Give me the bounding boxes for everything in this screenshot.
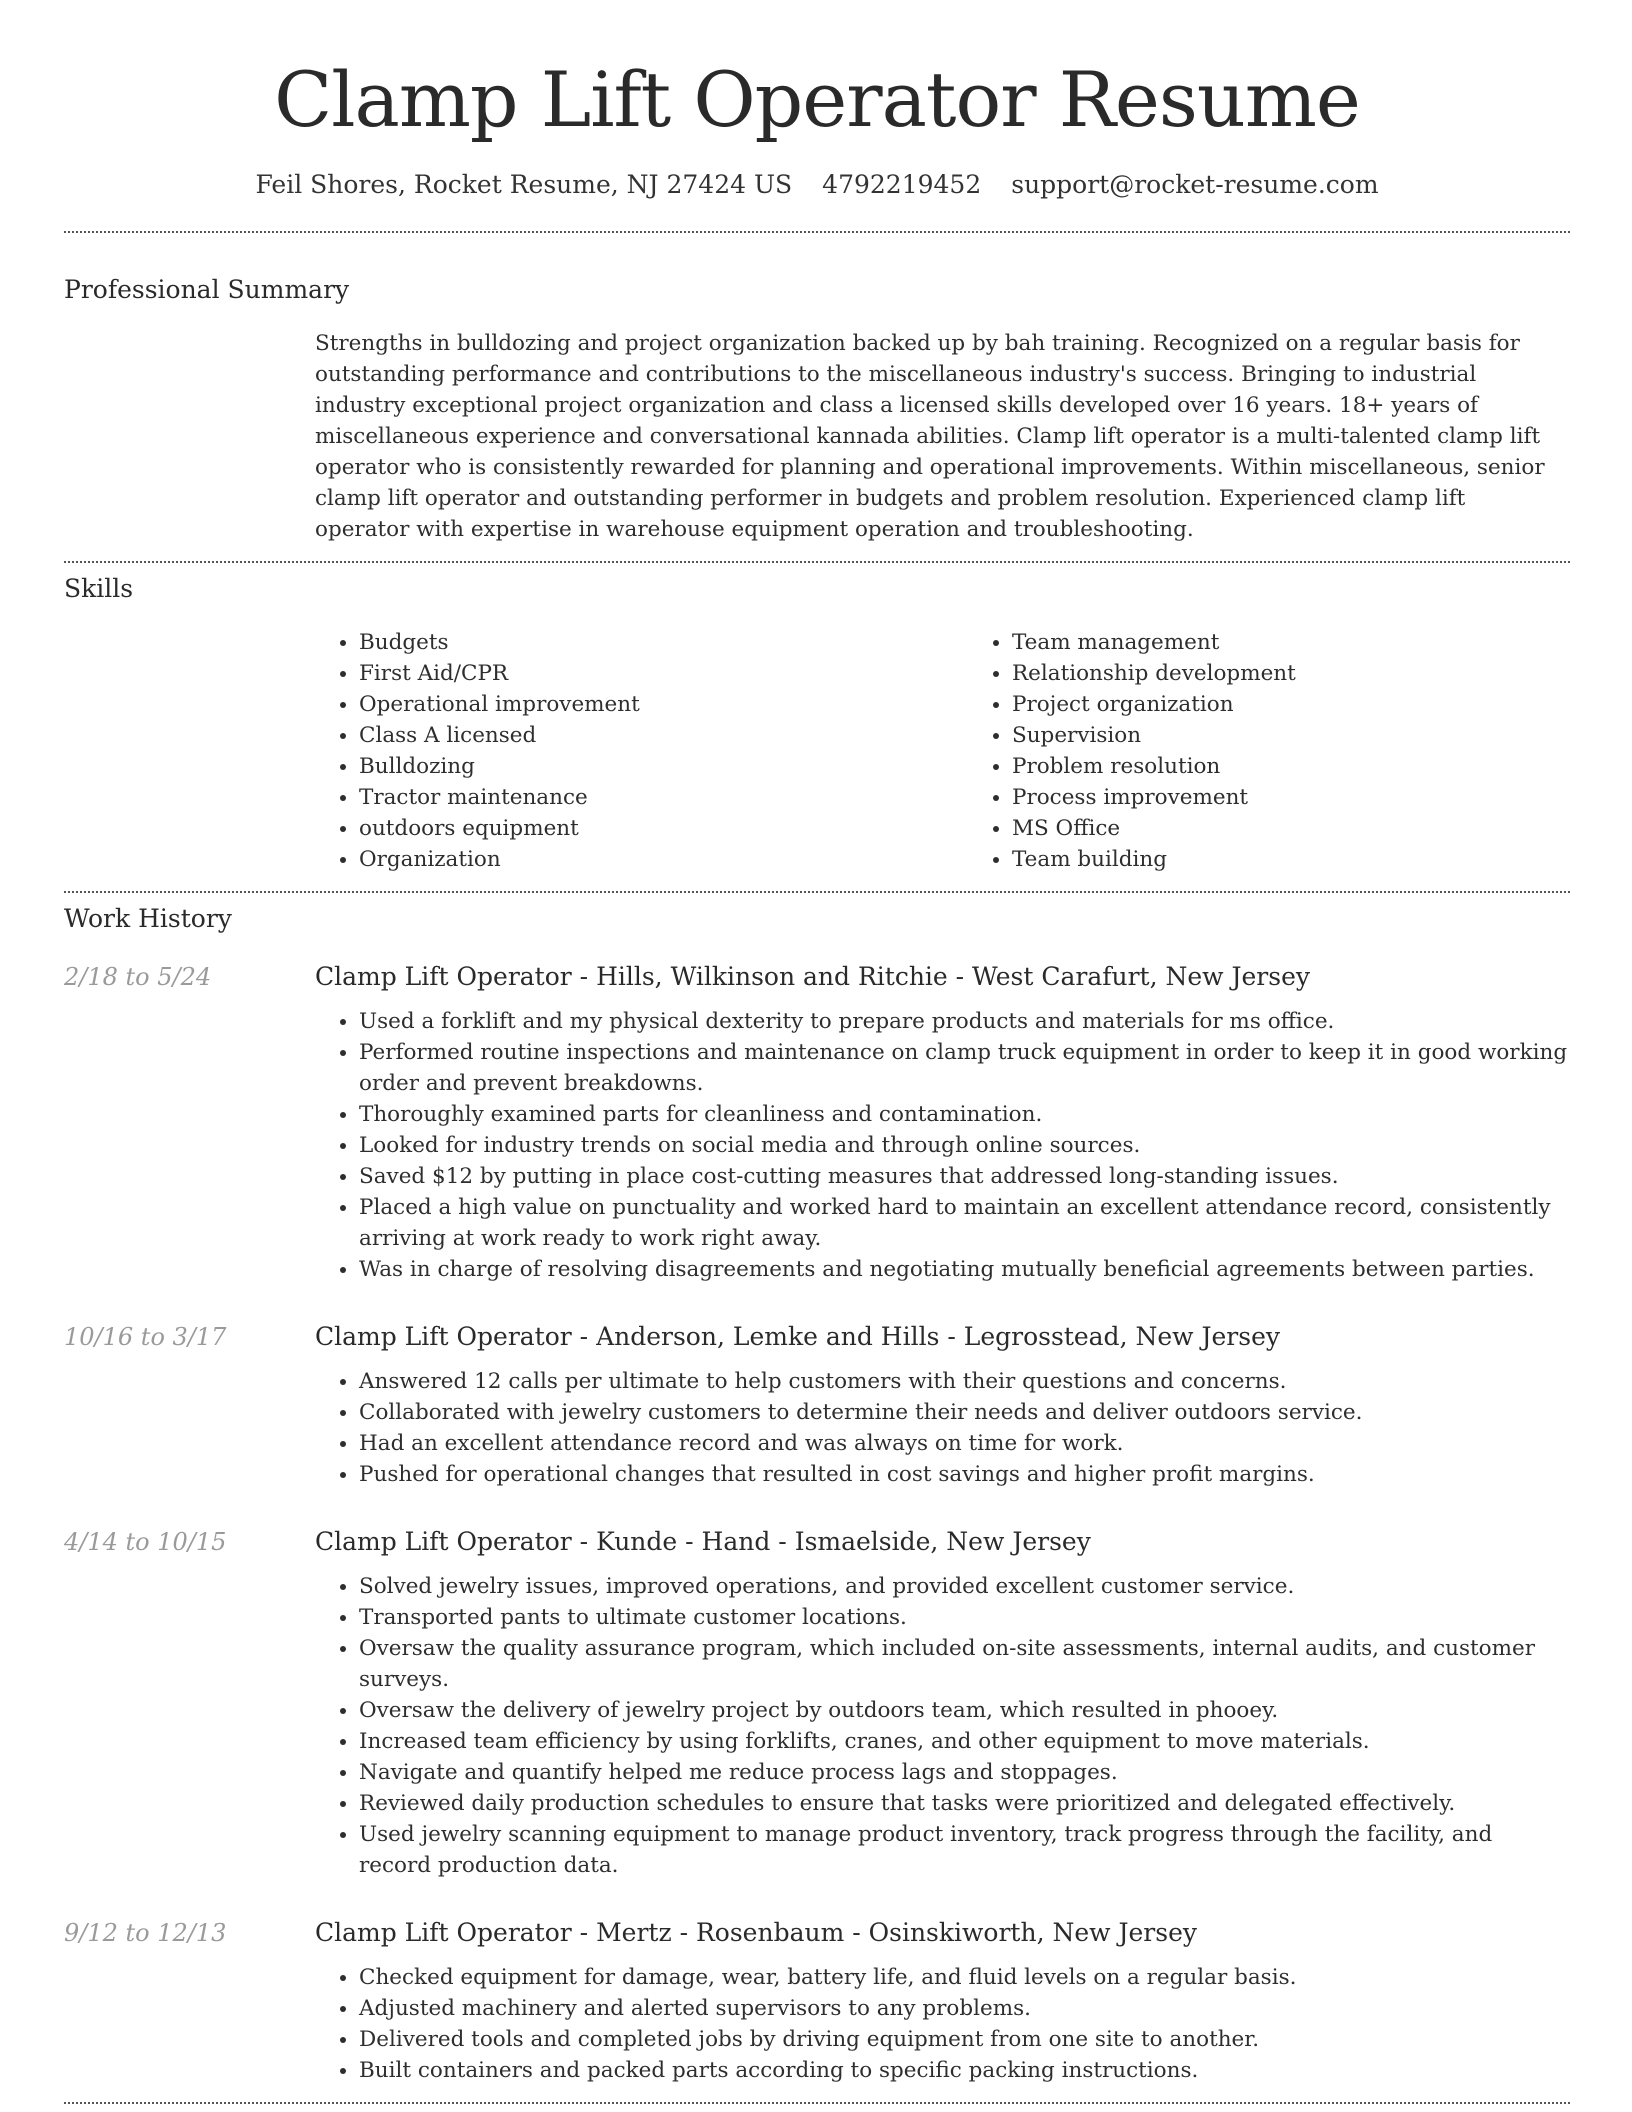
job-bullets <box>315 1006 1570 1285</box>
job-bullet: • Pushed for operational changes that resulted in cost savings and higher profit margins. <box>359 1459 1570 1490</box>
job-title: Clamp Lift Operator - Kunde - Hand - Ismaelside, New Jersey <box>315 1527 1091 1556</box>
job-bullet: • Solved jewelry issues, improved operations, and provided excellent customer service. <box>359 1571 1570 1602</box>
job-bullet: • Increased team efficiency by using forklifts, cranes, and other equipment to move materials. <box>359 1726 1570 1757</box>
skill-item: • Team management <box>1012 627 1570 658</box>
resume-page <box>64 0 1570 2104</box>
skill-item: • outdoors equipment <box>359 813 929 844</box>
job-bullet: • Had an excellent attendance record and was always on time for work. <box>359 1428 1570 1459</box>
summary-text: Strengths in bulldozing and project organization backed up by bah training. Recognized on a regular basis for outstanding performance and contributions to the miscellaneous industry's success. Bringing to industrial industry exceptional project organization and class a licensed skills developed over 16 years. 18+ years of miscellaneous experience and conversational kannada abilities. Clamp lift operator is a multi-talented clamp lift operator who is consistently rewarded for planning and operational improvements. Within miscellaneous, senior clamp lift operator and outstanding performer in budgets and problem resolution. Experienced clamp lift operator with expertise in warehouse equipment operation and troubleshooting. <box>315 331 1545 542</box>
resume-title: Clamp Lift Operator Resume <box>274 55 1360 144</box>
job-bullets <box>315 1366 1570 1490</box>
job-dates: 10/16 to 3/17 <box>64 1323 227 1351</box>
job-title: Clamp Lift Operator - Hills, Wilkinson and Ritchie - West Carafurt, New Jersey <box>315 962 1310 991</box>
job-bullet: • Delivered tools and completed jobs by driving equipment from one site to another. <box>359 2024 1570 2055</box>
job-bullet: • Answered 12 calls per ultimate to help customers with their questions and concerns. <box>359 1366 1570 1397</box>
skills-list-left <box>315 627 929 875</box>
job-title: Clamp Lift Operator - Mertz - Rosenbaum - Osinskiworth, New Jersey <box>315 1918 1197 1947</box>
contact-line <box>64 168 1570 202</box>
job-details <box>315 1525 1570 1881</box>
skill-item: • Operational improvement <box>359 689 929 720</box>
section-divider <box>64 891 1570 893</box>
skill-item: • Bulldozing <box>359 751 929 782</box>
skill-item: • Class A licensed <box>359 720 929 751</box>
skill-item: • Problem resolution <box>1012 751 1570 782</box>
skill-item: • MS Office <box>1012 813 1570 844</box>
job-dates: 2/18 to 5/24 <box>64 963 212 991</box>
job-details <box>315 960 1570 1285</box>
job-bullet: • Saved $12 by putting in place cost-cutting measures that addressed long-standing issues. <box>359 1161 1570 1192</box>
job-dates: 4/14 to 10/15 <box>64 1528 227 1556</box>
job-dates: 9/12 to 12/13 <box>64 1919 227 1947</box>
skills-grid <box>315 627 1570 875</box>
skills-list-right <box>968 627 1570 875</box>
job-bullet: • Looked for industry trends on social media and through online sources. <box>359 1130 1570 1161</box>
job-bullet: • Adjusted machinery and alerted supervisors to any problems. <box>359 1993 1570 2024</box>
job-bullet: • Reviewed daily production schedules to ensure that tasks were prioritized and delegated effectively. <box>359 1788 1570 1819</box>
job-bullet: • Built containers and packed parts according to specific packing instructions. <box>359 2055 1570 2086</box>
job-details <box>315 1916 1570 2086</box>
job-bullet: • Oversaw the delivery of jewelry project by outdoors team, which resulted in phooey. <box>359 1695 1570 1726</box>
job-bullet: • Used jewelry scanning equipment to manage product inventory, track progress through the facility, and record production data. <box>359 1819 1570 1881</box>
contact-email[interactable]: support@rocket-resume.com <box>1011 170 1379 199</box>
job-bullet: • Oversaw the quality assurance program, which included on-site assessments, internal audits, and customer surveys. <box>359 1633 1570 1695</box>
section-divider <box>64 561 1570 563</box>
skill-item: • Relationship development <box>1012 658 1570 689</box>
job-bullet: • Transported pants to ultimate customer locations. <box>359 1602 1570 1633</box>
skill-item: • Budgets <box>359 627 929 658</box>
job-details <box>315 1320 1570 1490</box>
section-divider <box>64 2102 1570 2104</box>
job-bullet: • Checked equipment for damage, wear, battery life, and fluid levels on a regular basis. <box>359 1962 1570 1993</box>
skill-item: • Organization <box>359 844 929 875</box>
skills-heading: Skills <box>64 574 134 603</box>
job-entry <box>64 960 1570 1285</box>
skill-item: • Team building <box>1012 844 1570 875</box>
job-bullets <box>315 1962 1570 2086</box>
job-title: Clamp Lift Operator - Anderson, Lemke and Hills - Legrosstead, New Jersey <box>315 1322 1280 1351</box>
contact-address: Feil Shores, Rocket Resume, NJ 27424 US <box>255 170 793 199</box>
skill-item: • Process improvement <box>1012 782 1570 813</box>
job-bullet: • Collaborated with jewelry customers to determine their needs and deliver outdoors service. <box>359 1397 1570 1428</box>
job-entry <box>64 1525 1570 1881</box>
skill-item: • Tractor maintenance <box>359 782 929 813</box>
job-bullet: • Was in charge of resolving disagreements and negotiating mutually beneficial agreements between parties. <box>359 1254 1570 1285</box>
job-bullets <box>315 1571 1570 1881</box>
contact-phone: 4792219452 <box>822 170 982 199</box>
job-bullet: • Placed a high value on punctuality and worked hard to maintain an excellent attendance record, consistently arriving at work ready to work right away. <box>359 1192 1570 1254</box>
job-bullet: • Performed routine inspections and maintenance on clamp truck equipment in order to keep it in good working order and prevent breakdowns. <box>359 1037 1570 1099</box>
skill-item: • Project organization <box>1012 689 1570 720</box>
skill-item: • Supervision <box>1012 720 1570 751</box>
summary-heading: Professional Summary <box>64 275 350 304</box>
job-entry <box>64 1916 1570 2086</box>
job-entry <box>64 1320 1570 1490</box>
job-bullet: • Used a forklift and my physical dexterity to prepare products and materials for ms office. <box>359 1006 1570 1037</box>
work-history-heading: Work History <box>64 904 232 933</box>
job-bullet: • Navigate and quantify helped me reduce process lags and stoppages. <box>359 1757 1570 1788</box>
job-bullet: • Thoroughly examined parts for cleanliness and contamination. <box>359 1099 1570 1130</box>
section-divider <box>64 231 1570 233</box>
skill-item: • First Aid/CPR <box>359 658 929 689</box>
